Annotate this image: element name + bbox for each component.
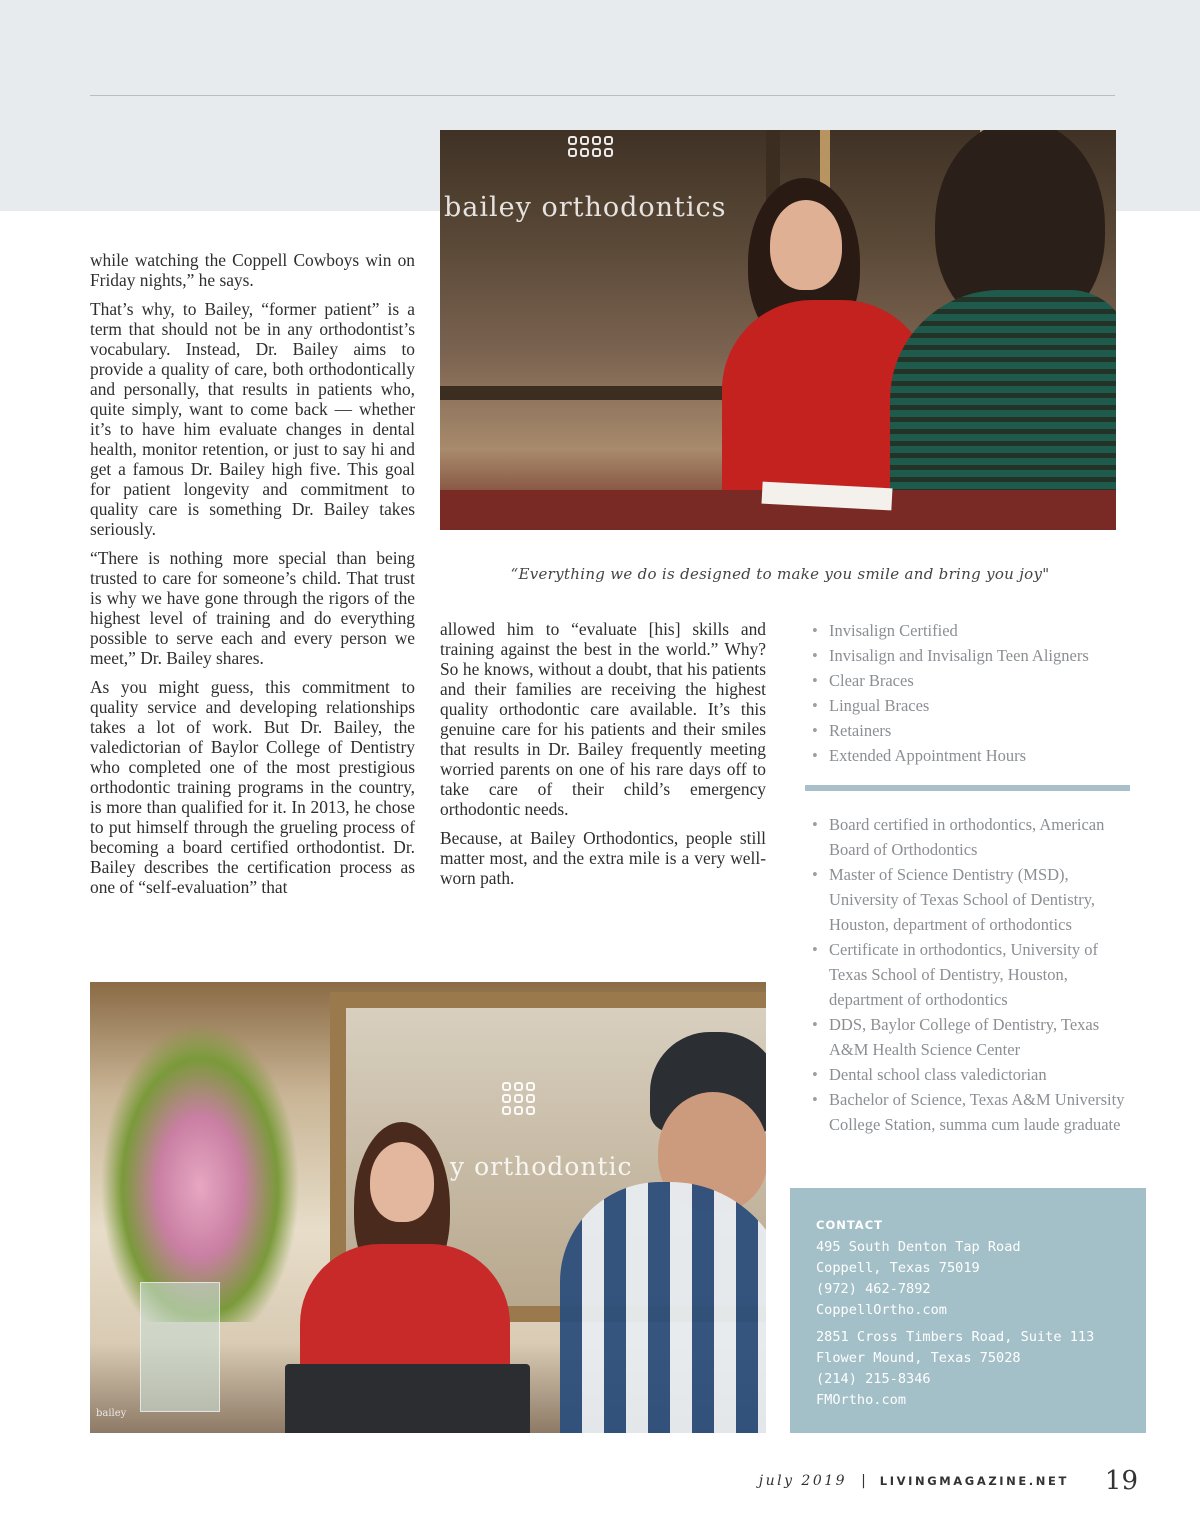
photo-sign-text: bailey orthodontics [444,192,727,223]
article-column-2 [440,619,766,897]
services-list [808,618,1128,768]
photo-watermark: bailey [96,1408,127,1419]
sidebar-divider [805,785,1130,791]
credentials-list-item: • Master of Science Dentistry (MSD), University of Texas School of Dentistry, Houston, department of orthodontics [808,862,1128,937]
credentials-list [808,812,1128,1137]
logo-icon [568,136,613,157]
photo-reception-desk [440,130,1116,530]
contact-city: Flower Mound, Texas 75028 [816,1350,1021,1366]
footer-separator: | [861,1473,866,1489]
page-footer [759,1466,1138,1496]
credentials-list-item: • Bachelor of Science, Texas A&M University College Station, summa cum laude graduate [808,1087,1128,1137]
contact-heading: CONTACT [816,1218,883,1232]
services-list-item: • Invisalign and Invisalign Teen Aligners [808,643,1128,668]
services-list-item: • Extended Appointment Hours [808,743,1128,768]
photo-sign-text: y orthodontic [450,1152,633,1181]
logo-icon [502,1082,535,1115]
credentials-list-item: • Board certified in orthodontics, American Board of Orthodontics [808,812,1128,862]
contact-website-link[interactable]: FMOrtho.com [816,1392,907,1408]
services-list-item: • Clear Braces [808,668,1128,693]
article-paragraph: That’s why, to Bailey, “former patient” is a term that should not be in any orthodontist’s vocabulary. Instead, Dr. Bailey aims to provide a quality of care, both orthodontically and personally, that results in patients who, quite simply, want to come back — whether it’s to have him evaluate changes in dental health, monitor retention, or just to say hi and get a famous Dr. Bailey high five. This goal for patient longevity and commitment to quality care is something Dr. Bailey takes seriously. [90,299,415,539]
contact-phone[interactable]: (972) 462-7892 [816,1281,931,1297]
article-paragraph: “There is nothing more special than being trusted to care for someone’s child. That trust is why we have gone through the rigors of the highest level of training and do everything possible to serve each and every person we meet,” Dr. Bailey shares. [90,548,415,668]
credentials-list-item: • Dental school class valedictorian [808,1062,1128,1087]
contact-address: 495 South Denton Tap Road [816,1239,1021,1255]
contact-phone[interactable]: (214) 215-8346 [816,1371,931,1387]
services-list-item: • Retainers [808,718,1128,743]
article-paragraph: Because, at Bailey Orthodontics, people still matter most, and the extra mile is a very well-worn path. [440,828,766,888]
credentials-list-item: • Certificate in orthodontics, University of Texas School of Dentistry, Houston, department of orthodontics [808,937,1128,1012]
photo-front-desk [90,982,766,1433]
header-rule [90,95,1115,96]
article-column-1 [90,250,415,906]
contact-city: Coppell, Texas 75019 [816,1260,980,1276]
photo-monitor [285,1364,530,1433]
contact-box [790,1188,1146,1433]
article-paragraph: allowed him to “evaluate [his] skills and training against the best in the world.” Why? So he knows, without a doubt, that his patients and their families are receiving the highest quality orthodontic care available. It’s this genuine care for his patients and their smiles that results in Dr. Bailey frequently meeting worried parents on one of his rare days off to take care of their child’s emergency orthodontic needs. [440,619,766,819]
footer-site-link[interactable]: LIVINGMAGAZINE.NET [879,1474,1069,1488]
credentials-list-item: • DDS, Baylor College of Dentistry, Texas A&M Health Science Center [808,1012,1128,1062]
services-list-item: • Lingual Braces [808,693,1128,718]
contact-address: 2851 Cross Timbers Road, Suite 113 [816,1329,1095,1345]
page-number: 19 [1104,1466,1138,1496]
article-paragraph: while watching the Coppell Cowboys win on Friday nights,” he says. [90,250,415,290]
footer-issue-date: july 2019 [758,1473,848,1489]
article-paragraph: As you might guess, this commitment to quality service and developing relationships takes a lot of work. But Dr. Bailey, the valedictorian of Baylor College of Dentistry who completed one of the most prestigious orthodontic training programs in the country, is more than qualified for it. In 2013, he chose to put himself through the grueling process of becoming a board certified orthodontist. Dr. Bailey describes the certification process as one of “self-evaluation” that [90,677,415,897]
contact-website-link[interactable]: CoppellOrtho.com [816,1302,947,1318]
services-list-item: • Invisalign Certified [808,618,1128,643]
photo-caption: “Everything we do is designed to make you smile and bring you joy" [510,565,1050,583]
